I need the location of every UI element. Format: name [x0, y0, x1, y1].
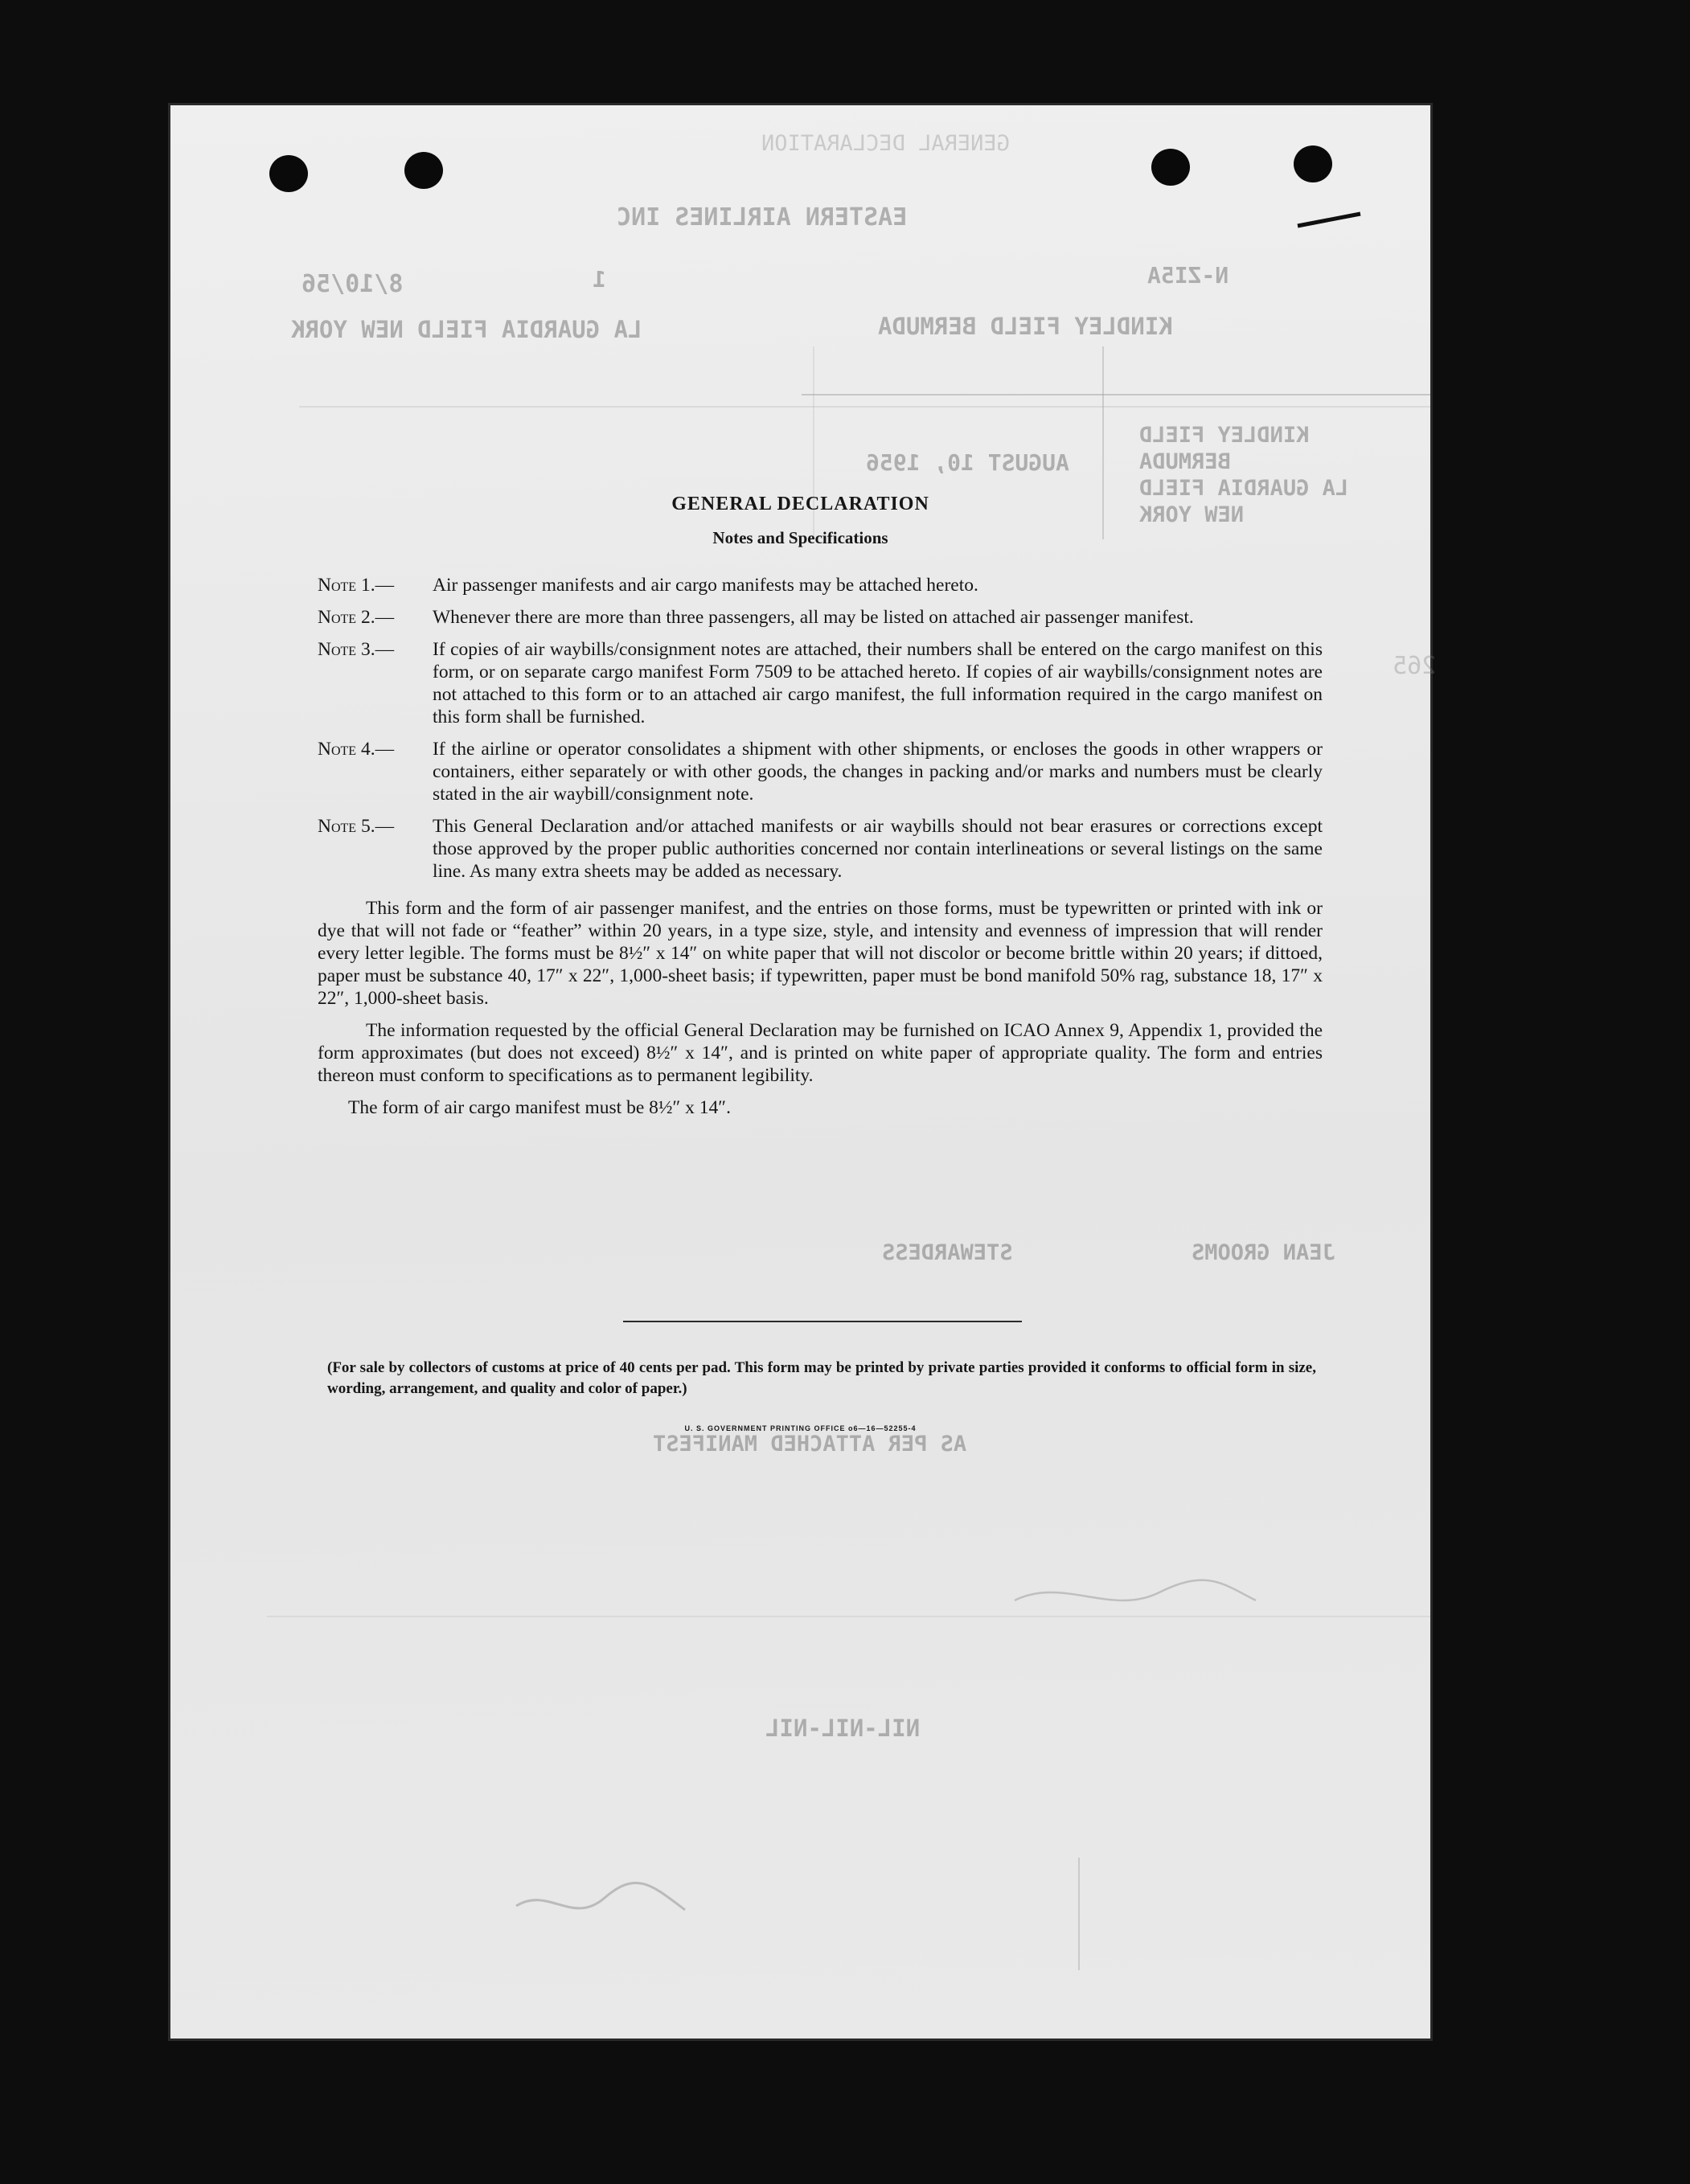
bleed-manifest-note: AS PER ATTACHED MANIFEST: [653, 1432, 967, 1457]
bleed-crew-name: JEAN GROOMS: [1192, 1240, 1335, 1265]
note-5: [318, 815, 1323, 883]
note-4: [318, 738, 1323, 805]
bleed-form-title: GENERAL DECLARATION: [761, 131, 1010, 156]
bleed-airline: EASTERN AIRLINES INC: [617, 203, 908, 232]
bleed-arrival: LA GUARDIA FIELD NEW YORK: [291, 316, 642, 343]
bleed-place-line: NEW YORK: [1139, 502, 1245, 527]
note-label: Note 4.—: [318, 739, 395, 760]
bleed-crew-role: STEWARDESS: [882, 1240, 1013, 1265]
paragraph-cargo-size: The form of air cargo manifest must be 8½″ x 14″.: [348, 1097, 731, 1118]
bleed-place-line: LA GUARDIA FIELD: [1139, 476, 1349, 501]
note-3: [318, 638, 1323, 728]
bleed-date-long: AUGUST 10, 1956: [866, 449, 1069, 476]
bleed-number: 265: [1393, 652, 1437, 680]
bleed-registration: N-ZI5A: [1147, 262, 1229, 289]
page-title: GENERAL DECLARATION: [671, 494, 929, 514]
sale-note: (For sale by collectors of customs at price of 40 cents per pad. This form may be printed by private parties provided it conforms to official form in size, wording, arrangement, and quality and color of paper.): [327, 1359, 1316, 1397]
note-2: [318, 606, 1323, 629]
note-label: Note 5.—: [318, 816, 395, 837]
bleed-place-line: KINDLEY FIELD: [1139, 423, 1310, 448]
page-subtitle: Notes and Specifications: [712, 528, 888, 547]
bleed-date-short: 8/10/56: [301, 270, 404, 298]
note-text: If the airline or operator consolidates a shipment with other shipments, or encloses the goods in other wrappers or containers, either separately or with other goods, the changes in packing and/or marks and numbers must be clearly stated in the air waybill/consignment note.: [433, 739, 1323, 805]
paragraph-typewriting: This form and the form of air passenger manifest, and the entries on those forms, must be typewritten or printed with ink or dye that will not fade or “feather” within 20 years, in a type size, style, and intensity and evenness of impression that will render every letter legible. The forms must be 8½″ x 14″ on white paper that will not discolor or become brittle within 20 years; if dittoed, paper must be substance 40, 17″ x 22″, 1,000-sheet basis; if typewritten, paper must be bond manifold 50% rag, substance 18, 17″ x 22″, 1,000-sheet basis.: [318, 898, 1323, 1009]
document-page: [170, 105, 1437, 2039]
note-text: This General Declaration and/or attached manifests or air waybills should not bear erasures or corrections except those approved by the proper public authorities concerned nor contain interlineations or several listings on the same line. As many extra sheets may be added as necessary.: [433, 816, 1323, 882]
bleed-departure: KINDLEY FIELD BERMUDA: [878, 313, 1173, 340]
paragraph-icao: The information requested by the official General Declaration may be furnished on ICAO Annex 9, Appendix 1, provided the form approximates (but does not exceed) 8½″ x 14″, and is printed on white paper of appropriate quality. The form and entries thereon must conform to specifications as to permanent legibility.: [318, 1020, 1323, 1086]
bleed-flight: 1: [593, 266, 606, 293]
printing-office-imprint: U. S. GOVERNMENT PRINTING OFFICE o6—16—52255-4: [684, 1424, 917, 1432]
note-label: Note 3.—: [318, 639, 395, 660]
note-text: Air passenger manifests and air cargo manifests may be attached hereto.: [433, 575, 978, 596]
note-text: If copies of air waybills/consignment notes are attached, their numbers shall be entered on the cargo manifest on this form, or on separate cargo manifest Form 7509 to be attached hereto. If copies of air waybills/consignment notes are not attached to this form or to an attached air cargo manifest, the full information required in the cargo manifest on this form shall be furnished.: [433, 639, 1323, 727]
note-label: Note 1.—: [318, 575, 395, 596]
bleed-nil: NIL-NIL-NIL: [765, 1715, 921, 1742]
note-text: Whenever there are more than three passengers, all may be listed on attached air passenger manifest.: [433, 607, 1194, 628]
note-1: [318, 574, 1323, 596]
divider-rule: [623, 1321, 1022, 1322]
note-label: Note 2.—: [318, 607, 395, 628]
bleed-place-line: BERMUDA: [1139, 449, 1231, 474]
notes-section: [318, 574, 1323, 1129]
